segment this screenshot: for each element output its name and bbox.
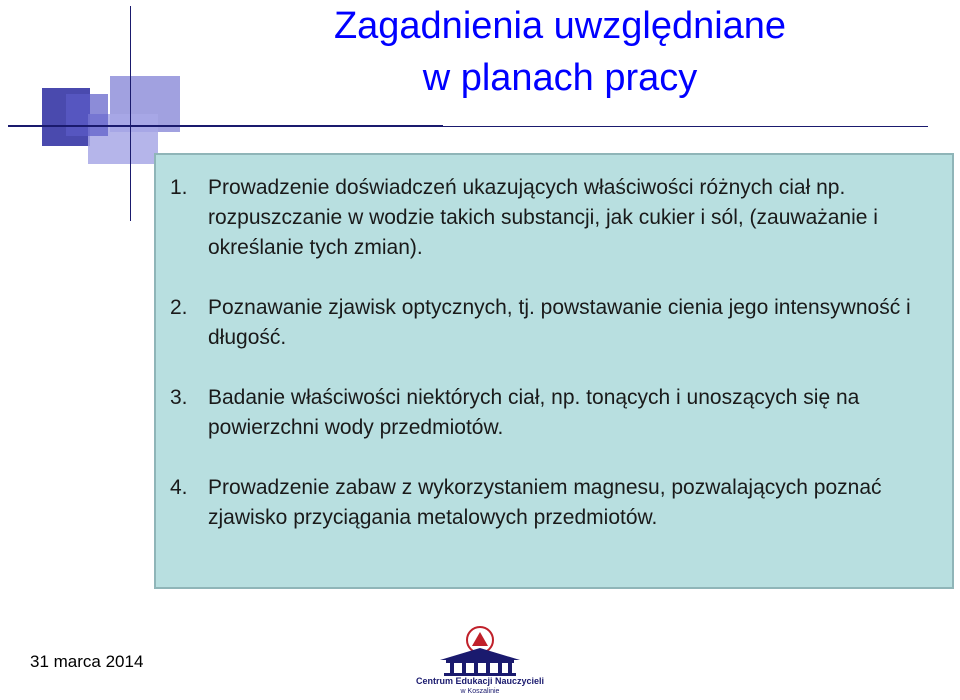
page-title: [160, 0, 960, 104]
logo-city: w Koszalinie: [460, 688, 500, 695]
decorative-vertical-line: [130, 6, 131, 221]
item-number: 1.: [170, 176, 188, 199]
item-number: 3.: [170, 386, 188, 409]
building-icon: [410, 624, 550, 676]
list-item: [170, 473, 950, 533]
title-line-1: Zagadnienia uwzględniane: [333, 5, 787, 47]
item-text: Badanie właściwości niektórych ciał, np. tonących i unoszących się na powierzchni wody przedmiotów.: [208, 386, 860, 439]
footer-date: 31 marca 2014: [30, 652, 144, 671]
item-text: Prowadzenie zabaw z wykorzystaniem magnesu, pozwalających poznać zjawisko przyciągania metalowych przedmiotów.: [208, 476, 882, 529]
list-item: [170, 383, 950, 443]
content-panel: [154, 153, 954, 589]
list-item: [170, 173, 950, 263]
institution-logo: [410, 624, 550, 700]
decorative-horizontal-line: [8, 125, 443, 127]
logo-name: Centrum Edukacji Nauczycieli: [415, 676, 545, 686]
item-number: 4.: [170, 476, 188, 499]
topics-list: [170, 173, 950, 563]
item-number: 2.: [170, 296, 188, 319]
item-text: Prowadzenie doświadczeń ukazujących właściwości różnych ciał np. rozpuszczanie w wodzie takich substancji, jak cukier i sól, (zauważanie i określanie tych zmian).: [208, 176, 878, 259]
title-line-2: w planach pracy: [422, 57, 698, 99]
list-item: [170, 293, 950, 353]
item-text: Poznawanie zjawisk optycznych, tj. powstawanie cienia jego intensywność i długość.: [208, 296, 911, 349]
decorative-horizontal-line-thin: [443, 126, 928, 127]
